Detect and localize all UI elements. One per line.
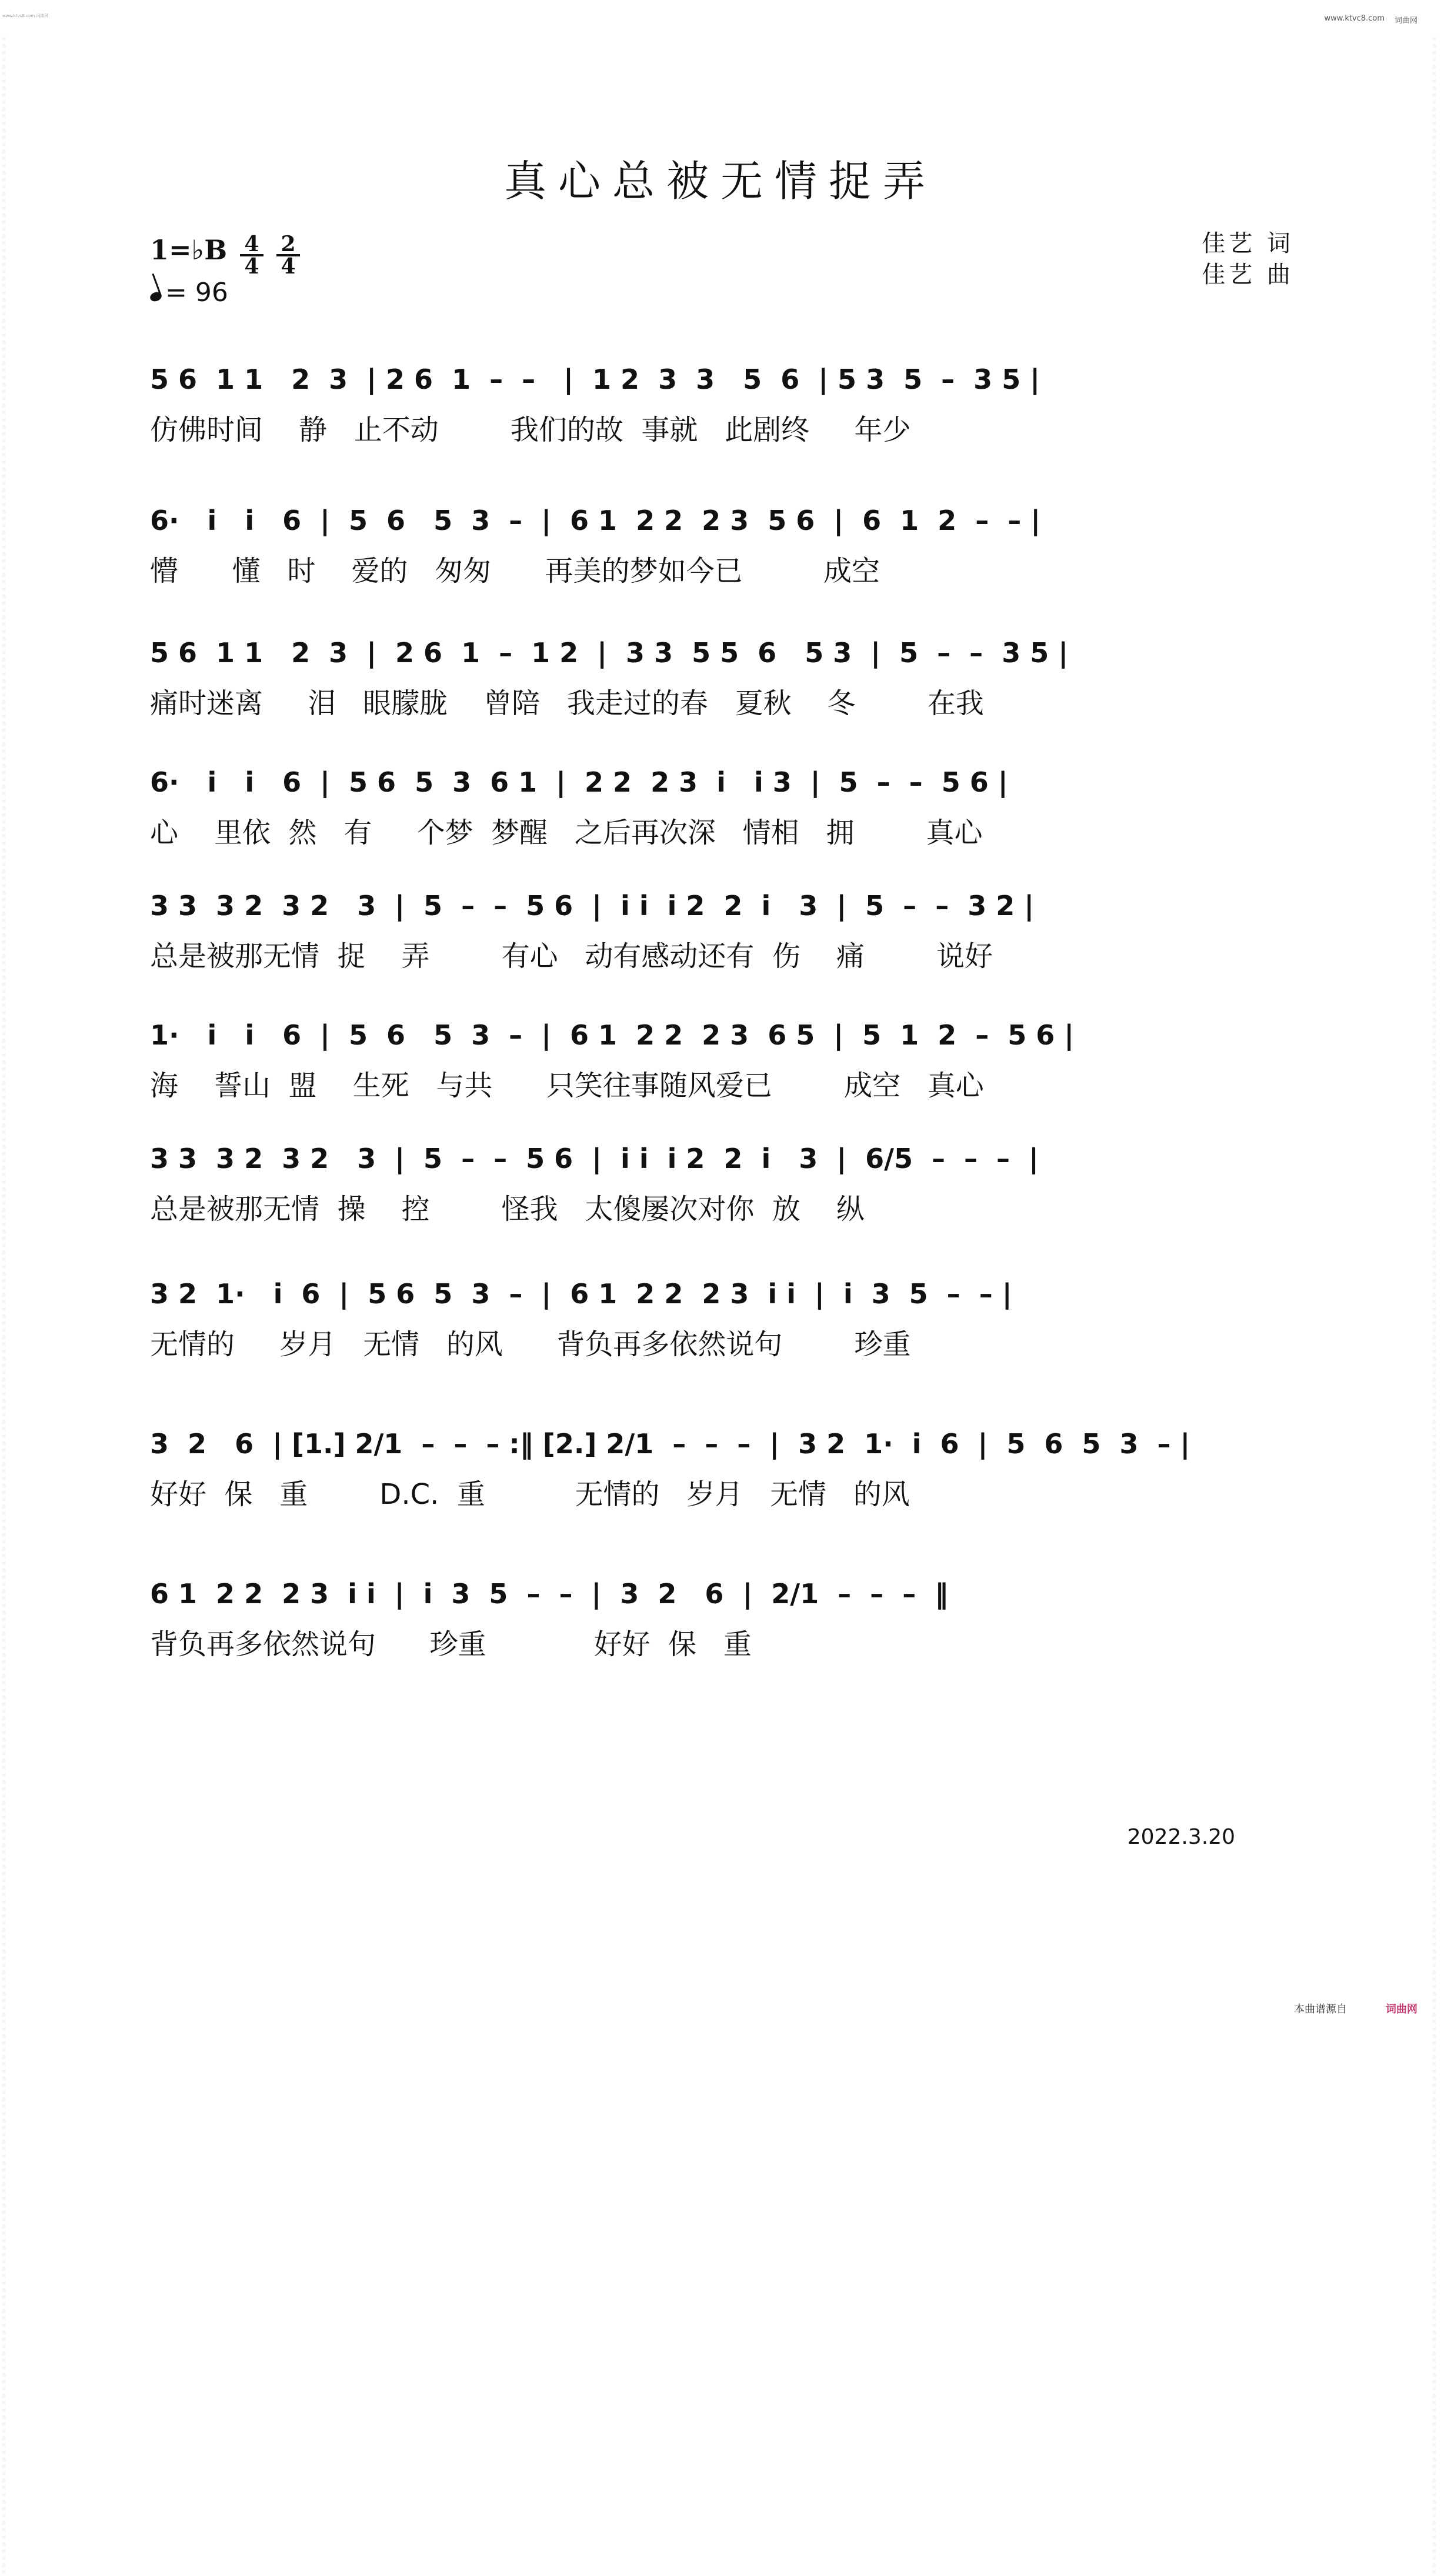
lyrics-row: 仿佛时间 静 止不动 我们的故 事就 此剧终 年少 (150, 413, 911, 446)
key-signature: 1=♭B (150, 234, 228, 266)
lyrics-row: 无情的 岁月 无情 的风 背负再多依然说句 珍重 (150, 1328, 911, 1361)
notation-row: 5 6 1 1 2 3 | 2 6 1 – – | 1 2 3 3 5 6 | 5 3 5 – 3 5 | (150, 363, 1040, 395)
music-system (150, 362, 1294, 450)
music-system (150, 888, 1294, 976)
lyrics-row: 海 誓山 盟 生死 与共 只笑往事随风爱已 成空 真心 (150, 1069, 984, 1102)
lyrics-row: 懵 懂 时 爱的 匆匆 再美的梦如今已 成空 (150, 555, 880, 588)
music-system (150, 635, 1294, 723)
date: 2022.3.20 (1127, 1825, 1235, 1849)
music-system (150, 1426, 1294, 1514)
left-edge-watermark: 词曲网 词曲网 词曲网 词曲网 词曲网 词曲网 词曲网 词曲网 词曲网 词曲网 词曲网 词曲网 词曲网 词曲网 词曲网 词曲网 词曲网 词曲网 词曲网 词曲网 词曲网 词曲网 词曲网 词曲网 词曲网 词曲网 词曲网 词曲网 词曲网 词曲网 词曲网 词曲网 词曲网 词曲网 词曲网 词曲网 词曲网 词曲网 词曲网 词曲网 词曲网 词曲网 词曲网 词曲网 词曲网 词曲网 词曲网 词曲网 词曲网 词曲网 词曲网 词曲网 词曲网 词曲网 词曲网 词曲网 词曲网 词曲网 词曲网 词曲网 词曲网 词曲网 词曲网 词曲网 词曲网 词曲网 词曲网 词曲网 词曲网 词曲网 词曲网 词曲网 词曲网 词曲网 词曲网 词曲网 词曲网 词曲网 词曲网 词曲网 词曲网 词曲网 词曲网 词曲网 词曲网 词曲网 词曲网 词曲网 词曲网 词曲网 词曲网 词曲网 词曲网 词曲网 词曲网 词曲网 词曲网 词曲网 词曲网 词曲网 词曲网 词曲网 词曲网 词曲网 词曲网 词曲网 词曲网 词曲网 词曲网 词曲网 词曲网 词曲网 词曲网 词曲网 词曲网 词曲网 词曲网 词曲网 词曲网 词曲网 (2, 36, 6, 2575)
notation-row: 6· i i 6 | 5 6 5 3 6 1 | 2 2 2 3 i i 3 | 5 – – 5 6 | (150, 766, 1008, 798)
notation-row: 3 2 6 | [1.] 2/1 – – – :‖ [2.] 2/1 – – – | 3 2 1· i 6 | 5 6 5 3 – | (150, 1428, 1190, 1460)
site-name[interactable]: 词曲网 (1394, 16, 1417, 25)
lyrics-row: 心 里依 然 有 个梦 梦醒 之后再次深 情相 拥 真心 (150, 816, 983, 849)
music-system (150, 1576, 1294, 1664)
tempo-marking (150, 278, 228, 308)
time-sig-1-numerator: 4 (240, 234, 263, 256)
site-url[interactable]: www.ktvc8.com (1324, 14, 1385, 23)
music-system (150, 765, 1294, 853)
notation-row: 6 1 2 2 2 3 i i | i 3 5 – – | 3 2 6 | 2/1 – – – ‖ (150, 1578, 949, 1610)
right-edge-watermark: 词曲网 词曲网 词曲网 词曲网 词曲网 词曲网 词曲网 词曲网 词曲网 词曲网 词曲网 词曲网 词曲网 词曲网 词曲网 词曲网 词曲网 词曲网 词曲网 词曲网 词曲网 词曲网 词曲网 词曲网 词曲网 词曲网 词曲网 词曲网 词曲网 词曲网 词曲网 词曲网 词曲网 词曲网 词曲网 词曲网 词曲网 词曲网 词曲网 词曲网 词曲网 词曲网 词曲网 词曲网 词曲网 词曲网 词曲网 词曲网 词曲网 词曲网 词曲网 词曲网 词曲网 词曲网 词曲网 词曲网 词曲网 词曲网 词曲网 词曲网 词曲网 词曲网 词曲网 词曲网 词曲网 词曲网 词曲网 词曲网 词曲网 词曲网 词曲网 词曲网 词曲网 词曲网 词曲网 词曲网 词曲网 词曲网 词曲网 词曲网 词曲网 词曲网 词曲网 词曲网 词曲网 词曲网 词曲网 词曲网 词曲网 词曲网 词曲网 词曲网 词曲网 词曲网 词曲网 词曲网 词曲网 词曲网 词曲网 词曲网 词曲网 词曲网 词曲网 词曲网 词曲网 词曲网 词曲网 词曲网 词曲网 词曲网 词曲网 词曲网 词曲网 词曲网 词曲网 词曲网 词曲网 词曲网 词曲网 词曲网 (1432, 36, 1436, 2575)
time-signature-2 (276, 232, 300, 279)
notation-row: 1· i i 6 | 5 6 5 3 – | 6 1 2 2 2 3 6 5 | 5 1 2 – 5 6 | (150, 1019, 1075, 1051)
time-sig-1-denominator: 4 (244, 254, 259, 279)
time-signature-1 (240, 232, 263, 279)
lyrics-row: 痛时迷离 泪 眼朦胧 曾陪 我走过的春 夏秋 冬 在我 (150, 687, 984, 720)
composer-credit: 佳艺 曲 (1202, 261, 1294, 288)
song-title: 真心总被无情捉弄 (503, 156, 937, 206)
time-sig-2-denominator: 4 (281, 254, 296, 279)
notation-row: 5 6 1 1 2 3 | 2 6 1 – 1 2 | 3 3 5 5 6 5 3 | 5 – – 3 5 | (150, 637, 1069, 669)
notation-row: 6· i i 6 | 5 6 5 3 – | 6 1 2 2 2 3 5 6 | 6 1 2 – – | (150, 505, 1041, 536)
lyrics-row: 总是被那无情 捉 弄 有心 动有感动还有 伤 痛 说好 (150, 940, 993, 973)
footer-source: 本曲谱源自 (1294, 2003, 1347, 2016)
notation-row: 3 2 1· i 6 | 5 6 5 3 – | 6 1 2 2 2 3 i i | i 3 5 – – | (150, 1278, 1012, 1310)
lyrics-row: 总是被那无情 操 控 怪我 太傻屡次对你 放 纵 (150, 1193, 865, 1226)
tempo-value: = 96 (165, 278, 228, 308)
footer-brand[interactable]: 词曲网 (1386, 2003, 1417, 2016)
lyrics-row: 好好 保 重 D.C. 重 无情的 岁月 无情 的风 (150, 1478, 910, 1511)
notation-row: 3 3 3 2 3 2 3 | 5 – – 5 6 | i i i 2 2 i 3 | 6/5 – – – | (150, 1143, 1039, 1174)
quarter-note-icon (149, 291, 163, 303)
top-left-mark: www.ktvc8.com 词曲网 (2, 14, 49, 18)
lyrics-row: 背负再多依然说句 珍重 好好 保 重 (150, 1628, 752, 1661)
music-system (150, 503, 1294, 591)
time-sig-2-numerator: 2 (276, 234, 300, 256)
music-system (150, 1276, 1294, 1364)
notation-row: 3 3 3 2 3 2 3 | 5 – – 5 6 | i i i 2 2 i 3 | 5 – – 3 2 | (150, 890, 1035, 922)
music-system (150, 1017, 1294, 1106)
music-system (150, 1141, 1294, 1229)
lyricist-credit: 佳艺 词 (1202, 230, 1294, 257)
